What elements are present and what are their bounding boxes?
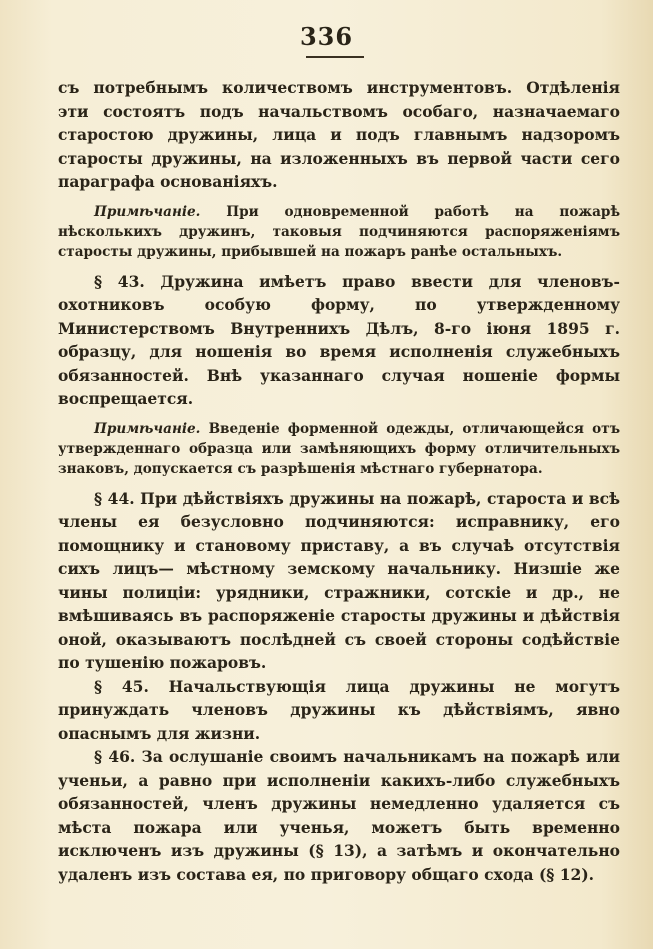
section-43: § 43. Дружина имѣетъ право ввести для членовъ-охотниковъ особую форму, по утвержденному Министерствомъ Внутреннихъ Дѣлъ, 8-го іюня 1895 г. образцу, для ношенія во время исполненія служебныхъ обязанностей. Внѣ указаннаго случая ношеніе формы воспрещается.: [58, 271, 620, 408]
page-number: 336: [299, 22, 354, 51]
note-1-label: Примѣчаніе.: [94, 203, 201, 220]
page-body: [58, 76, 620, 886]
note-1: [58, 202, 620, 262]
section-45: § 45. Начальствующія лица дружины не могутъ принуждать членовъ дружины къ дѣйствіямъ, явно опаснымъ для жизни.: [58, 676, 620, 743]
note-2-label: Примѣчаніе.: [94, 420, 201, 437]
page-number-rule: [306, 56, 364, 58]
note-1-text: При одновременной работѣ на пожарѣ нѣсколькихъ дружинъ, таковыя подчиняются распоряженіямъ старосты дружины, прибывшей на пожаръ ранѣе остальныхъ.: [58, 203, 620, 260]
note-2: [58, 419, 620, 479]
paragraph-continuation: съ потребнымъ количествомъ инструментовъ. Отдѣленія эти состоятъ подъ начальствомъ особаго, назначаемаго старостою дружины, лица и подъ главнымъ надзоромъ старосты дружины, на изложенныхъ въ первой части сего параграфа основаніяхъ.: [58, 78, 620, 191]
note-2-text: Введеніе форменной одежды, отличающейся отъ утвержденнаго образца или замѣняющихъ форму отличительныхъ знаковъ, допускается съ разрѣшенія мѣстнаго губернатора.: [58, 420, 620, 477]
section-44: § 44. При дѣйствіяхъ дружины на пожарѣ, староста и всѣ члены ея безусловно подчиняются: исправнику, его помощнику и становому приставу, а въ случаѣ отсутствія сихъ лицъ— мѣстному земскому начальнику. Низшіе же чины полиціи: урядники, стражники, сотскіе и др., не вмѣшиваясь въ распоряженіе старосты дружины и дѣйствія оной, оказываютъ послѣдней съ своей стороны содѣйствіе по тушенію пожаровъ.: [58, 488, 620, 672]
section-46: § 46. За ослушаніе своимъ начальникамъ на пожарѣ или ученьи, а равно при исполненіи какихъ-либо служебныхъ обязанностей, членъ дружины немедленно удаляется съ мѣста пожара или ученья, можетъ быть временно исключенъ изъ дружины (§ 13), а затѣмъ и окончательно удаленъ изъ состава ея, по приговору общаго схода (§ 12).: [58, 747, 620, 884]
